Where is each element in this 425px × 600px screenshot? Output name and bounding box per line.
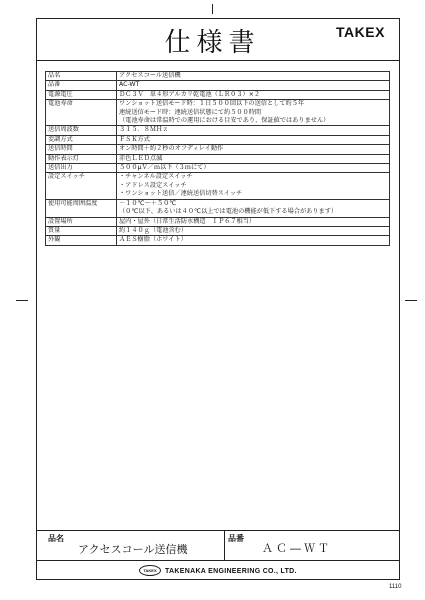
spec-row [46, 126, 390, 135]
spec-value-line: （０℃以下、あるいは４０℃以上では電池の機能が低下する場合があります） [119, 208, 338, 216]
spec-value [117, 217, 390, 226]
spec-value [117, 126, 390, 135]
spec-value-line: ＦＳＫ方式 [119, 135, 150, 143]
spec-value-line: ＤＣ３Ｖ 単４形アルカリ乾電池（ＬＲ０３）×２ [119, 90, 261, 98]
spec-row [46, 226, 390, 235]
header-divider [36, 60, 400, 61]
spec-value-line: 赤色ＬＥＤ点滅 [119, 154, 163, 162]
spec-value [117, 90, 390, 99]
spec-value-line: AC-WT [119, 81, 140, 89]
spec-row [46, 236, 390, 245]
spec-value [117, 199, 390, 217]
spec-value [117, 164, 390, 173]
footer-name-label: 品名 [48, 534, 64, 543]
spec-key: 電源電圧 [46, 90, 117, 99]
brand-logo: TAKEX [336, 24, 385, 40]
spec-value-line: 連続送信モード時：連続送信状態にて約５００時間 [119, 108, 262, 116]
spec-value [117, 72, 390, 81]
registration-mark-left [16, 300, 28, 301]
document-title: 仕様書 [164, 28, 261, 58]
spec-row [46, 81, 390, 90]
spec-value-line: ・アドレス設定スイッチ [119, 181, 187, 189]
spec-value-line: アクセスコール送信機 [119, 72, 181, 79]
footer-divider-top [36, 530, 400, 531]
footer-number-value: ＡＣ―ＷＴ [262, 542, 332, 555]
spec-key: 送信周波数 [46, 126, 117, 135]
spec-key: 外観 [46, 236, 117, 245]
spec-key: 電池寿命 [46, 100, 117, 126]
spec-row [46, 217, 390, 226]
spec-row [46, 199, 390, 217]
spec-key: 送信時間 [46, 145, 117, 154]
spec-value-line: ・ワンショット送信／連続送信切替スイッチ [119, 190, 243, 198]
company-logo-icon: TAKEX [139, 565, 161, 576]
spec-value-line: ５００μＶ／ｍ以下（３ｍにて） [119, 164, 210, 172]
spec-value-line: ・チャンネル設定スイッチ [119, 173, 193, 181]
spec-row [46, 100, 390, 126]
spec-row [46, 72, 390, 81]
spec-value [117, 226, 390, 235]
spec-key: 送信出力 [46, 164, 117, 173]
spec-key: 使用可能周囲温度 [46, 199, 117, 217]
registration-mark-top [212, 4, 213, 14]
document-number: 1110 [389, 584, 402, 590]
footer-number-label: 品番 [228, 534, 244, 543]
spec-value-line: オン時間＋約２秒のオフディレイ動作 [119, 145, 224, 153]
spec-table [45, 71, 390, 246]
company-name: TAKENAKA ENGINEERING CO., LTD. [165, 568, 297, 575]
spec-row [46, 173, 390, 199]
spec-value [117, 81, 390, 90]
spec-value-line: 約１４０ｇ（電池含む） [119, 226, 188, 234]
spec-row [46, 135, 390, 144]
spec-value-line: ＡＥＳ樹脂（ホワイト） [119, 236, 187, 244]
spec-row [46, 164, 390, 173]
spec-row [46, 90, 390, 99]
spec-key: 質量 [46, 226, 117, 235]
spec-row [46, 154, 390, 163]
spec-key: 動作表示灯 [46, 154, 117, 163]
spec-value [117, 173, 390, 199]
spec-value-line: ワンショット送信モード時：１日５００回以下の送信として約５年 [119, 100, 305, 108]
spec-key: 変調方式 [46, 135, 117, 144]
spec-value-line: －１０℃～＋５０℃ [119, 199, 177, 207]
spec-value [117, 100, 390, 126]
spec-value [117, 154, 390, 163]
spec-value [117, 145, 390, 154]
spec-key: 品名 [46, 72, 117, 81]
footer-divider-bottom [36, 560, 400, 561]
spec-value-line: ３１５．８ＭＨｚ [119, 126, 169, 134]
footer-name-value: アクセスコール送信機 [78, 543, 188, 556]
spec-value [117, 236, 390, 245]
spec-value [117, 135, 390, 144]
spec-value-line: （電池寿命は常温時での運用における目安であり、保証値ではありません） [119, 117, 330, 125]
footer-column-divider [224, 530, 225, 560]
registration-mark-right [405, 300, 417, 301]
spec-value-line: 屋内・屋外（日常生活防水構造 ＩＰ６７相当） [119, 217, 256, 225]
spec-key: 品番 [46, 81, 117, 90]
spec-row [46, 145, 390, 154]
spec-key: 設定スイッチ [46, 173, 117, 199]
spec-key: 設置場所 [46, 217, 117, 226]
